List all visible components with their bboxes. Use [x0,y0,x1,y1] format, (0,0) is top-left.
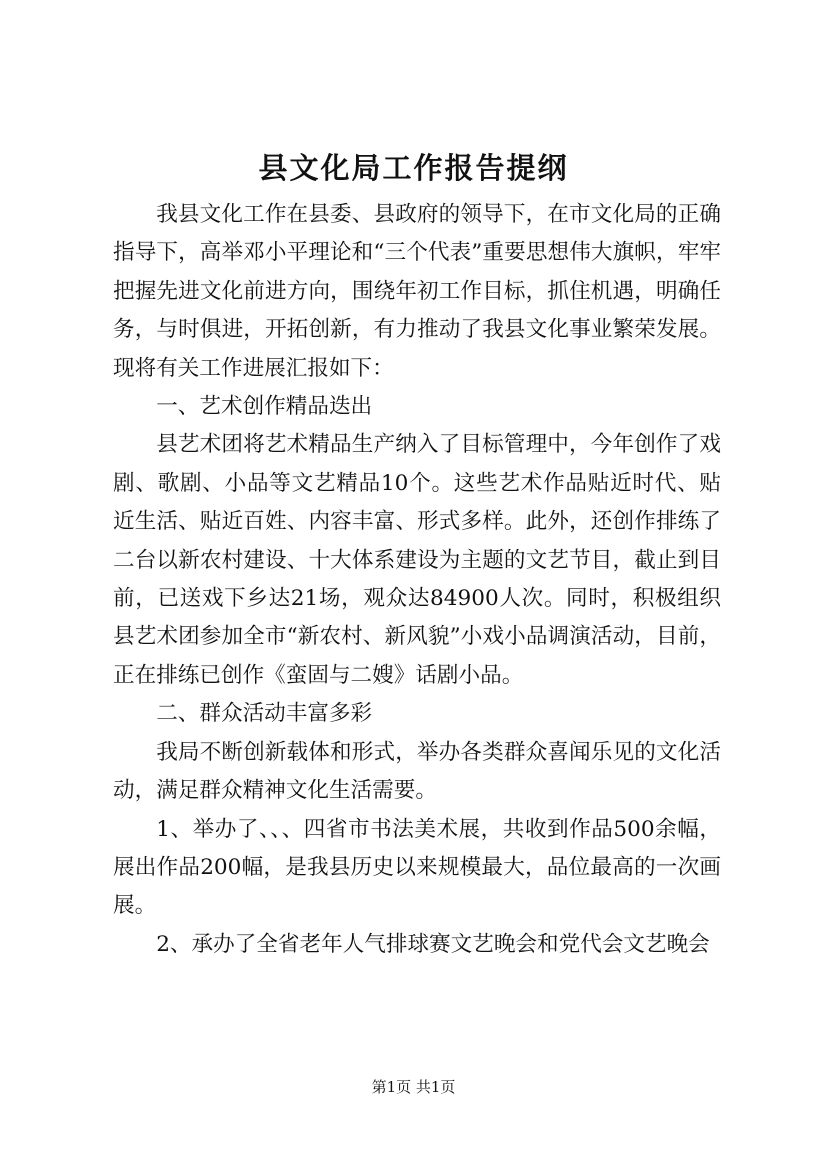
page-footer: 第1页 共1页 [371,1078,456,1096]
document-title: 县文化局工作报告提纲 [258,151,569,185]
paragraph-art: 县艺术团将艺术精品生产纳入了目标管理中，今年创作了戏剧、歌剧、小品等文艺精品10个。这些艺术作品贴近时代、贴近生活、贴近百姓、内容丰富、形式多样。此外，还创作排练了二台以新农村建设、十大体系建设为主题的文艺节目，截止到目前，已送戏下乡达21场，观众达84900人次。同时，积极组织县艺术团参加全市“新农村、新风貌”小戏小品调演活动，目前，正在排练已创作《蛮固与二嫂》话剧小品。 [113,432,721,688]
section-heading-activities: 二、群众活动丰富多彩 [156,701,373,727]
section-heading-art: 一、艺术创作精品迭出 [156,394,373,420]
paragraph-activities: 我局不断创新载体和形式，举办各类群众喜闻乐见的文化活动，满足群众精神文化生活需要。 [113,739,721,804]
paragraph-intro: 我县文化工作在县委、县政府的领导下，在市文化局的正确指导下，高举邓小平理论和“三个代表”重要思想伟大旗帜，牢牢把握先进文化前进方向，围绕年初工作目标，抓住机遇，明确任务，与时俱进，开拓创新，有力推动了我县文化事业繁荣发展。现将有关工作进展汇报如下： [113,202,721,381]
paragraph-item-1: 1、举办了、、、四省市书法美术展，共收到作品500余幅，展出作品200幅，是我县历史以来规模最大，品位最高的一次画展。 [113,816,721,919]
document-body [113,196,721,964]
paragraph-item-2: 2、承办了全省老年人气排球赛文艺晚会和党代会文艺晚会 [156,931,710,957]
